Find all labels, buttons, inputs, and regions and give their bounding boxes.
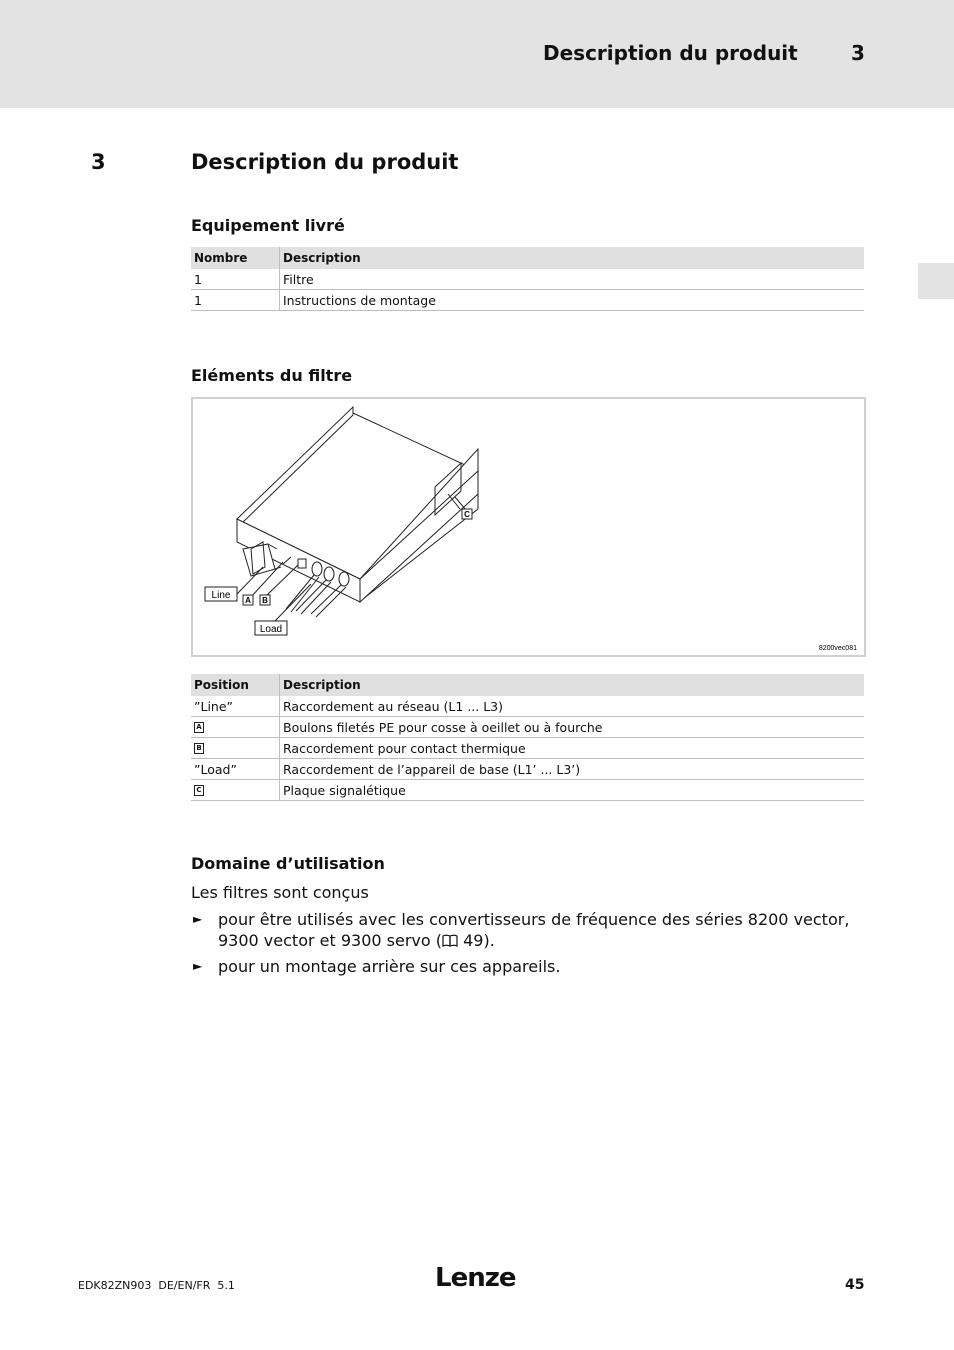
table-cell: Plaque signalétique <box>280 780 865 801</box>
table-row <box>191 696 864 717</box>
usage-intro: Les filtres sont conçus <box>191 883 369 902</box>
filter-figure <box>191 397 866 657</box>
running-header-title: Description du produit <box>543 41 798 65</box>
table-cell: Raccordement pour contact thermique <box>280 738 865 759</box>
column-header: Description <box>280 247 865 269</box>
table-row <box>191 780 864 801</box>
column-header: Nombre <box>191 247 280 269</box>
delivery-table <box>191 247 864 311</box>
position-marker-c: C <box>194 785 204 796</box>
chapter-side-tab <box>918 263 954 299</box>
triangle-bullet-icon: ► <box>193 912 203 926</box>
filter-drawing <box>193 399 864 655</box>
position-marker-a: A <box>194 722 204 733</box>
lenze-logo: Lenze <box>435 1263 516 1293</box>
table-row <box>191 759 864 780</box>
table-row <box>191 717 864 738</box>
figure-code: 8200vec081 <box>818 645 857 652</box>
book-reference-icon <box>442 934 458 947</box>
table-row <box>191 290 864 311</box>
delivery-heading: Equipement livré <box>191 216 345 235</box>
page-reference[interactable]: 49). <box>458 931 495 950</box>
header-band <box>0 0 954 108</box>
table-cell: Raccordement de l’appareil de base (L1’ ... L3’) <box>280 759 865 780</box>
load-label: Load <box>259 624 283 635</box>
table-cell: Boulons filetés PE pour cosse à oeillet ou à fourche <box>280 717 865 738</box>
table-cell <box>191 780 280 801</box>
elements-table <box>191 674 864 801</box>
table-row <box>191 738 864 759</box>
usage-heading: Domaine d’utilisation <box>191 854 385 873</box>
table-cell: Instructions de montage <box>280 290 865 311</box>
running-header-chapter-number: 3 <box>851 41 865 65</box>
table-cell <box>191 738 280 759</box>
table-cell: Raccordement au réseau (L1 ... L3) <box>280 696 865 717</box>
column-header: Description <box>280 674 865 696</box>
table-header-row <box>191 247 864 269</box>
label-b: B <box>262 596 268 605</box>
position-marker-b: B <box>194 743 204 754</box>
list-item <box>191 909 864 951</box>
list-item <box>191 956 864 977</box>
table-cell: ”Line” <box>191 696 280 717</box>
triangle-bullet-icon: ► <box>193 959 203 973</box>
bullet-text: pour un montage arrière sur ces appareils. <box>218 957 561 976</box>
usage-list <box>191 909 864 982</box>
table-cell: 1 <box>191 290 280 311</box>
elements-heading: Eléments du filtre <box>191 366 353 385</box>
line-label: Line <box>211 590 231 601</box>
chapter-number: 3 <box>91 150 106 174</box>
label-a: A <box>245 596 251 605</box>
chapter-title: Description du produit <box>191 150 459 174</box>
footer-document-id: EDK82ZN903 DE/EN/FR 5.1 <box>78 1279 235 1292</box>
column-header: Position <box>191 674 280 696</box>
table-cell <box>191 717 280 738</box>
table-cell: 1 <box>191 269 280 290</box>
table-cell: ”Load” <box>191 759 280 780</box>
label-c: C <box>464 510 470 519</box>
table-row <box>191 269 864 290</box>
page-number: 45 <box>845 1277 865 1293</box>
table-header-row <box>191 674 864 696</box>
table-cell: Filtre <box>280 269 865 290</box>
bullet-text: pour être utilisés avec les convertisseurs de fréquence des séries 8200 vector, 9300 vector et 9300 servo ( <box>218 910 850 950</box>
